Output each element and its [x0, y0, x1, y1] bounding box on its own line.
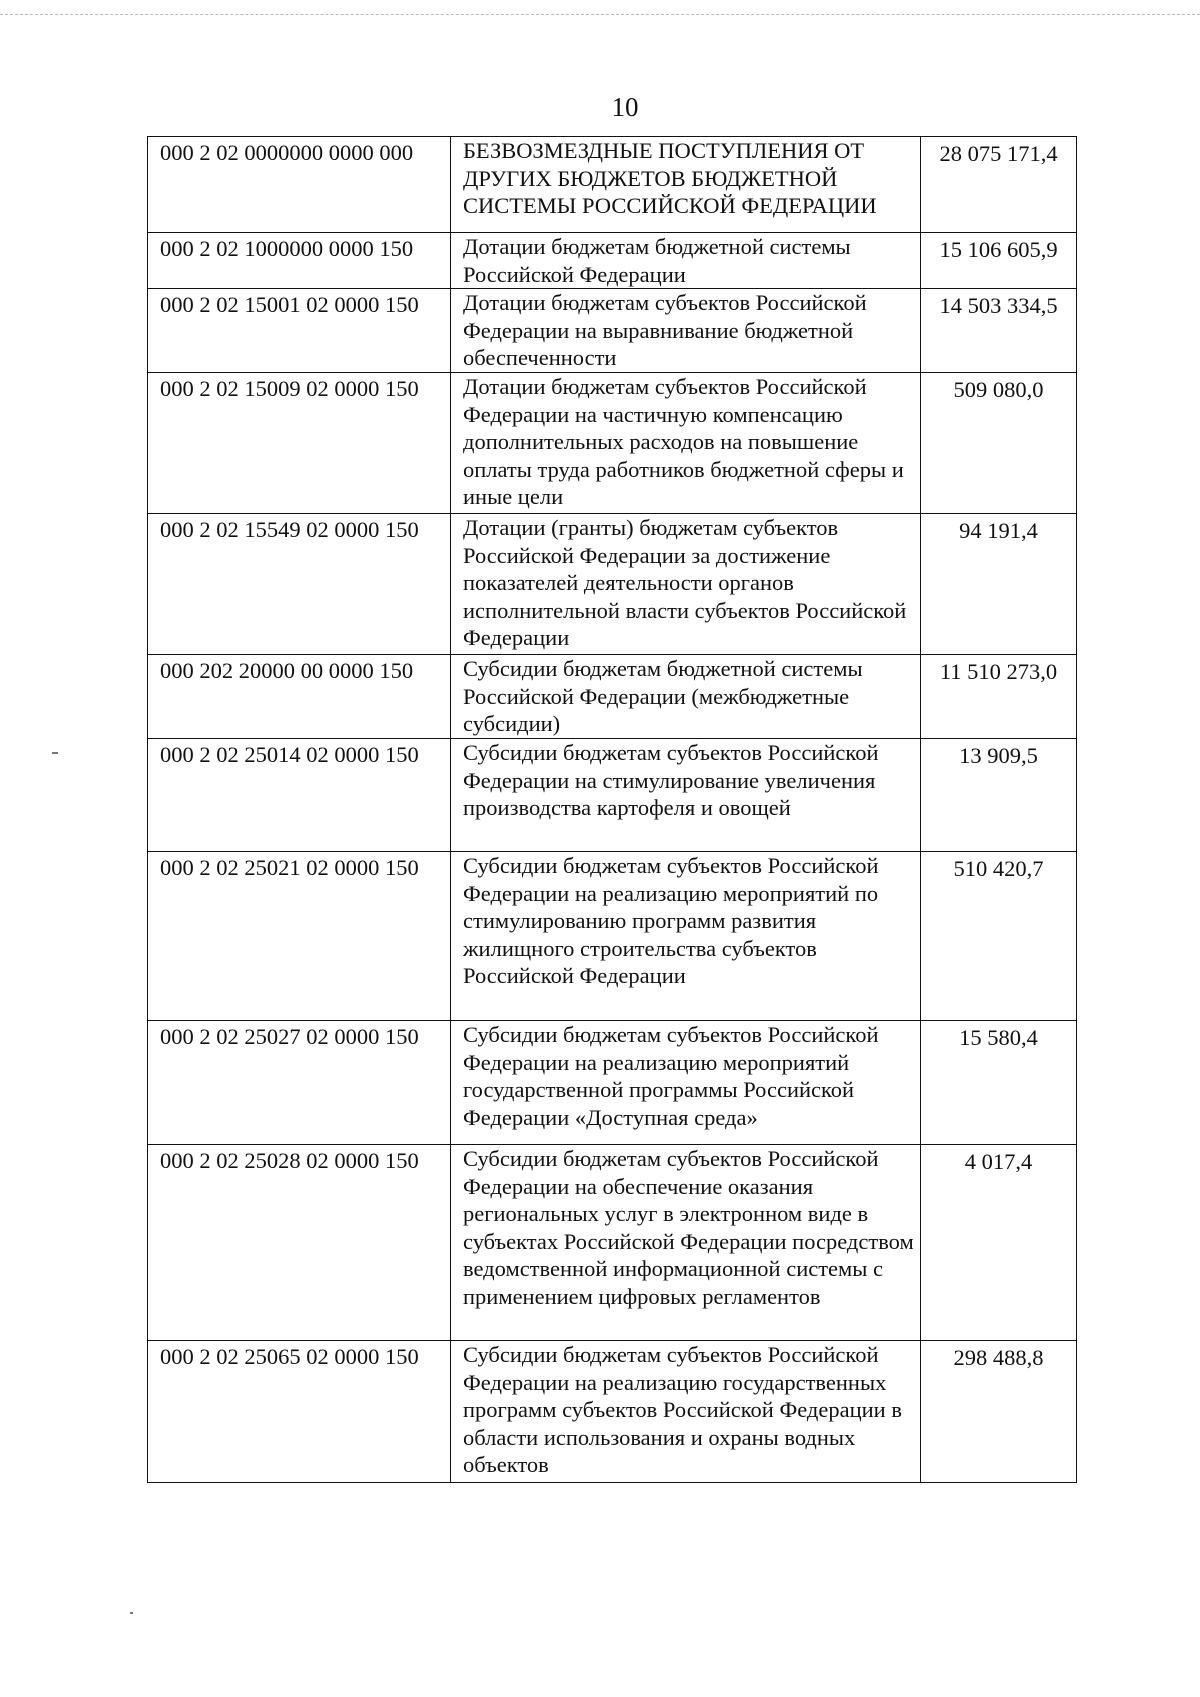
table-row: [148, 655, 1077, 739]
revenue-amount: 509 080,0: [921, 373, 1077, 514]
revenue-code: 000 2 02 15001 02 0000 150: [148, 289, 451, 373]
revenue-code: 000 2 02 0000000 0000 000: [148, 137, 451, 233]
revenue-name: Субсидии бюджетам субъектов Российской Федерации на реализацию мероприятий по стимулированию программ развития жилищного строительства субъектов Российской Федерации: [451, 852, 921, 1021]
revenue-name: Дотации бюджетам субъектов Российской Федерации на выравнивание бюджетной обеспеченности: [451, 289, 921, 373]
table-row: [148, 1021, 1077, 1145]
budget-revenue-table: [147, 136, 1077, 1483]
revenue-code: 000 2 02 15009 02 0000 150: [148, 373, 451, 514]
revenue-code: 000 202 20000 00 0000 150: [148, 655, 451, 739]
revenue-code: 000 2 02 25065 02 0000 150: [148, 1341, 451, 1483]
revenue-amount: 14 503 334,5: [921, 289, 1077, 373]
scan-speck: [52, 752, 58, 754]
table-row: [148, 233, 1077, 289]
revenue-code: 000 2 02 15549 02 0000 150: [148, 514, 451, 655]
revenue-code: 000 2 02 25028 02 0000 150: [148, 1145, 451, 1341]
table-row: [148, 373, 1077, 514]
revenue-code: 000 2 02 25027 02 0000 150: [148, 1021, 451, 1145]
table-row: [148, 1341, 1077, 1483]
revenue-code: 000 2 02 25014 02 0000 150: [148, 739, 451, 852]
page-number: 10: [611, 92, 639, 122]
revenue-code: 000 2 02 1000000 0000 150: [148, 233, 451, 289]
revenue-name: Субсидии бюджетам субъектов Российской Федерации на реализацию государственных программ субъектов Российской Федерации в области использования и охраны водных объектов: [451, 1341, 921, 1483]
revenue-amount: 28 075 171,4: [921, 137, 1077, 233]
revenue-amount: 4 017,4: [921, 1145, 1077, 1341]
revenue-name: Дотации бюджетам бюджетной системы Российской Федерации: [451, 233, 921, 289]
table-row: [148, 289, 1077, 373]
revenue-amount: 510 420,7: [921, 852, 1077, 1021]
revenue-name: Субсидии бюджетам бюджетной системы Российской Федерации (межбюджетные субсидии): [451, 655, 921, 739]
revenue-name: Дотации бюджетам субъектов Российской Федерации на частичную компенсацию дополнительных расходов на повышение оплаты труда работников бюджетной сферы и иные цели: [451, 373, 921, 514]
table-row: [148, 1145, 1077, 1341]
revenue-name: Субсидии бюджетам субъектов Российской Федерации на стимулирование увеличения производства картофеля и овощей: [451, 739, 921, 852]
revenue-amount: 11 510 273,0: [921, 655, 1077, 739]
revenue-name: Субсидии бюджетам субъектов Российской Федерации на реализацию мероприятий государственной программы Российской Федерации «Доступная среда»: [451, 1021, 921, 1145]
scan-speck: [130, 1612, 133, 1614]
revenue-amount: 15 580,4: [921, 1021, 1077, 1145]
revenue-code: 000 2 02 25021 02 0000 150: [148, 852, 451, 1021]
table-row: [148, 739, 1077, 852]
revenue-amount: 94 191,4: [921, 514, 1077, 655]
table-row: [148, 514, 1077, 655]
revenue-amount: 298 488,8: [921, 1341, 1077, 1483]
scan-edge-artifact: [0, 14, 1200, 15]
revenue-name: Дотации (гранты) бюджетам субъектов Российской Федерации за достижение показателей деятельности органов исполнительной власти субъектов Российской Федерации: [451, 514, 921, 655]
table-row: [148, 852, 1077, 1021]
revenue-name: Субсидии бюджетам субъектов Российской Федерации на обеспечение оказания региональных услуг в электронном виде в субъектах Российской Федерации посредством ведомственной информационной системы с применением цифровых регламентов: [451, 1145, 921, 1341]
table-row: [148, 137, 1077, 233]
revenue-amount: 13 909,5: [921, 739, 1077, 852]
revenue-name: БЕЗВОЗМЕЗДНЫЕ ПОСТУПЛЕНИЯ ОТ ДРУГИХ БЮДЖЕТОВ БЮДЖЕТНОЙ СИСТЕМЫ РОССИЙСКОЙ ФЕДЕРАЦИИ: [451, 137, 921, 233]
revenue-amount: 15 106 605,9: [921, 233, 1077, 289]
